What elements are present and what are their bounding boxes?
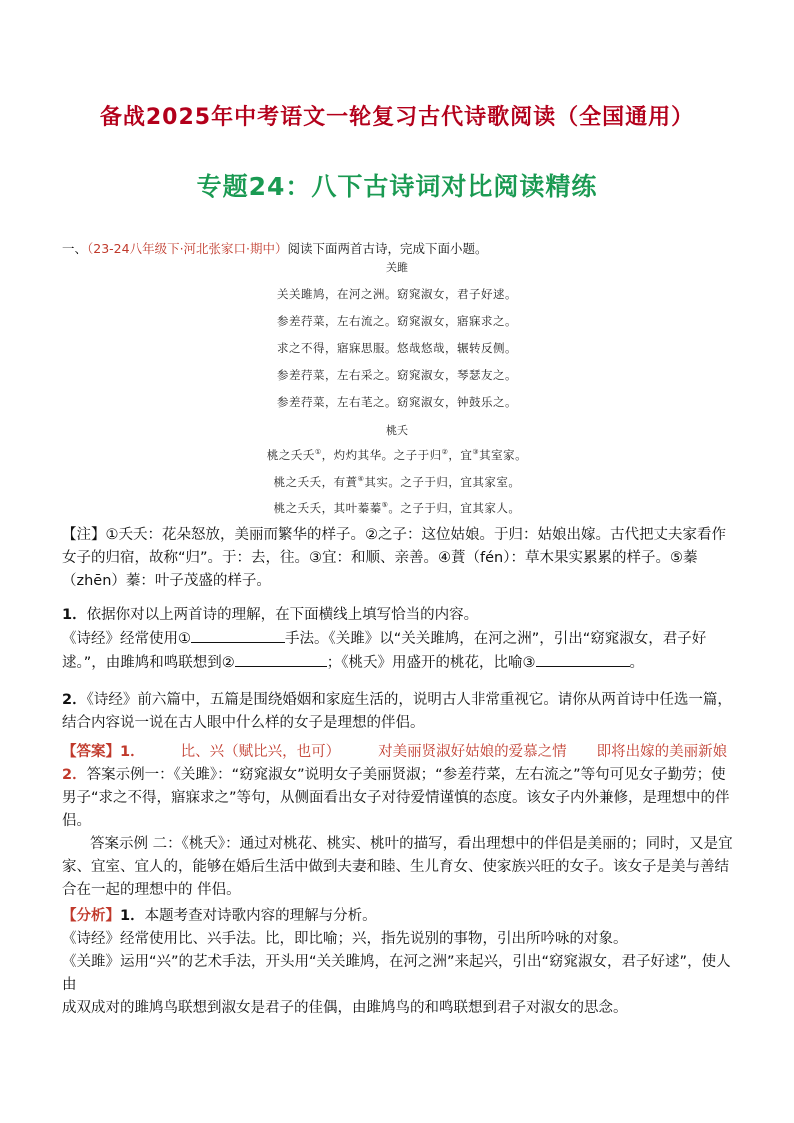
notes-line <box>62 524 742 547</box>
poem2-text: 其实。之子于归，宜其家室。 <box>364 475 521 489</box>
answer-line: 家、宜室、宜人的，能够在婚后生活中做到夫妻和睦、生儿育女、使家族兴旺的女子。该女子是美与善结 <box>62 859 729 875</box>
poem1-line: 参差荇菜，左右芼之。窈窕淑女，钟鼓乐之。 <box>277 395 517 409</box>
poem1-line: 关关雎鸠，在河之洲。窈窕淑女，君子好逑。 <box>277 287 517 301</box>
analysis-block <box>62 905 742 1020</box>
answer-block <box>62 741 742 902</box>
analysis-line <box>62 905 742 928</box>
question-1-text: 依据你对以上两首诗的理解，在下面横线上填写恰当的内容。 <box>86 607 479 623</box>
analysis-text: 本题考查对诗歌内容的理解与分析。 <box>144 908 377 924</box>
footnote-marker: ③ <box>472 448 480 457</box>
notes-text: ①夭夭：花朵怒放，美丽而繁华的样子。②之子：这位姑娘。于归：姑娘出嫁。古代把丈夫家看作 <box>105 527 726 543</box>
poem1-line: 参差荇菜，左右流之。窈窕淑女，寤寐求之。 <box>277 314 517 328</box>
notes-line: 女子的归宿，故称“归”。于：去，往。③宜：和顺、亲善。④蕡（fén）：草木果实累累的样子。⑤蓁 <box>62 550 698 566</box>
notes-block <box>62 524 742 593</box>
analysis-line: 成双成对的雎鸠鸟联想到淑女是君子的佳偶，由雎鸠鸟的和鸣联想到君子对淑女的思念。 <box>62 1000 628 1016</box>
question-1 <box>62 604 742 675</box>
answer-blank-3[interactable] <box>536 651 630 667</box>
question-prompt: 阅读下面两首古诗，完成下面小题。 <box>287 241 488 256</box>
answer-line: 男子“求之不得，寤寐求之”等句，从侧面看出女子对待爱情谨慎的态度。该女子内外兼修，是理想中的伴侣。 <box>62 790 730 829</box>
fill-text: 手法。《关雎》以“关关雎鸠，在河之洲”，引出“窈窕淑女，君子好 <box>285 631 707 647</box>
fill-text: ；《桃夭》用盛开的桃花，比喻③ <box>326 655 536 671</box>
answer-item: 即将出嫁的美丽新娘 <box>596 744 728 760</box>
answer-line-1 <box>62 741 742 764</box>
footnote-marker: ④ <box>357 475 365 484</box>
answer-number: 1． <box>120 744 145 760</box>
analysis-label: 【分析】 <box>62 908 120 924</box>
poem2-title: 桃夭 <box>386 424 408 437</box>
question-intro <box>62 239 742 257</box>
poem1-title: 关雎 <box>386 261 408 274</box>
notes-label: 【注】 <box>62 527 106 543</box>
question-1-number: 1． <box>62 607 87 623</box>
document-title: 备战2025年中考语文一轮复习古代诗歌阅读（全国通用） <box>99 105 695 130</box>
answer-number: 2． <box>62 767 87 783</box>
analysis-line: 《诗经》经常使用比、兴手法。比，即比喻；兴，指先说别的事物，引出所吟咏的对象。 <box>62 931 628 947</box>
footnote-marker: ⑤ <box>381 501 389 510</box>
answer-blank-2[interactable] <box>235 651 327 667</box>
question-2-line <box>62 689 742 712</box>
answer-item: 对美丽贤淑好姑娘的爱慕之情 <box>378 744 567 760</box>
answer-item: 比、兴（赋比兴，也可） <box>180 744 341 760</box>
answer-line: 答案示例 二：《桃夭》：通过对桃花、桃实、桃叶的描写，看出理想中的伴侣是美丽的；同时，又是宜 <box>90 836 733 852</box>
poem1-line: 求之不得，寤寐思服。悠哉悠哉，辗转反侧。 <box>277 341 517 355</box>
analysis-line: 《关雎》运用“兴”的艺术手法，开头用“关关雎鸠，在河之洲”来起兴，引出“窈窕淑女，君子好逑”，使人由 <box>62 954 731 993</box>
analysis-number: 1． <box>120 908 145 924</box>
poem2-text: ，灼灼其华。之子于归 <box>321 448 442 462</box>
footnote-marker: ① <box>314 448 322 457</box>
answer-text: 答案示例一：《关雎》：“窈窕淑女”说明女子美丽贤淑；“参差荇菜，左右流之”等句可见女子勤劳；使 <box>86 767 726 783</box>
poem1-line: 参差荇菜，左右采之。窈窕淑女，琴瑟友之。 <box>277 368 517 382</box>
fill-text: 逑。”，由雎鸠和鸣联想到② <box>62 655 235 671</box>
question-number: 一、 <box>62 241 88 256</box>
poem2-line <box>0 474 794 490</box>
poem2-text: 桃之夭夭 <box>266 448 315 462</box>
poem2-text: 桃之夭夭，有蕡 <box>273 475 358 489</box>
question-2-text: 《诗经》前六篇中，五篇是围绕婚姻和家庭生活的，说明古人非常重视它。请你从两首诗中任选一篇， <box>86 692 732 708</box>
answer-line: 合在一起的理想中的 伴侣。 <box>62 882 241 898</box>
question-1-fill-line <box>62 627 742 651</box>
question-1-fill-line <box>62 651 742 675</box>
question-source: （23-24八年级下·河北张家口·期中） <box>87 241 288 256</box>
answer-line <box>62 764 742 787</box>
document-subtitle: 专题24：八下古诗词对比阅读精练 <box>196 172 598 201</box>
poem2-text: 桃之夭夭，其叶蓁蓁 <box>273 501 382 515</box>
question-2-number: 2． <box>62 692 87 708</box>
poem2-line <box>0 447 794 463</box>
question-2-line: 结合内容说一说在古人眼中什么样的女子是理想的伴侣。 <box>62 715 425 731</box>
fill-text: 《诗经》经常使用① <box>62 631 191 647</box>
answer-label: 【答案】 <box>62 744 120 760</box>
footnote-marker: ② <box>441 448 449 457</box>
poem2-text: 其室家。 <box>479 448 528 462</box>
answer-blank-1[interactable] <box>191 627 285 643</box>
question-2 <box>62 689 742 735</box>
notes-line: （zhēn）蓁：叶子茂盛的样子。 <box>62 573 271 589</box>
poem2-text: 。之子于归，宜其家人。 <box>388 501 521 515</box>
poem2-text: ，宜 <box>448 448 473 462</box>
poem2-line <box>0 500 794 516</box>
fill-text: 。 <box>629 655 645 671</box>
question-1-prompt <box>62 604 742 627</box>
